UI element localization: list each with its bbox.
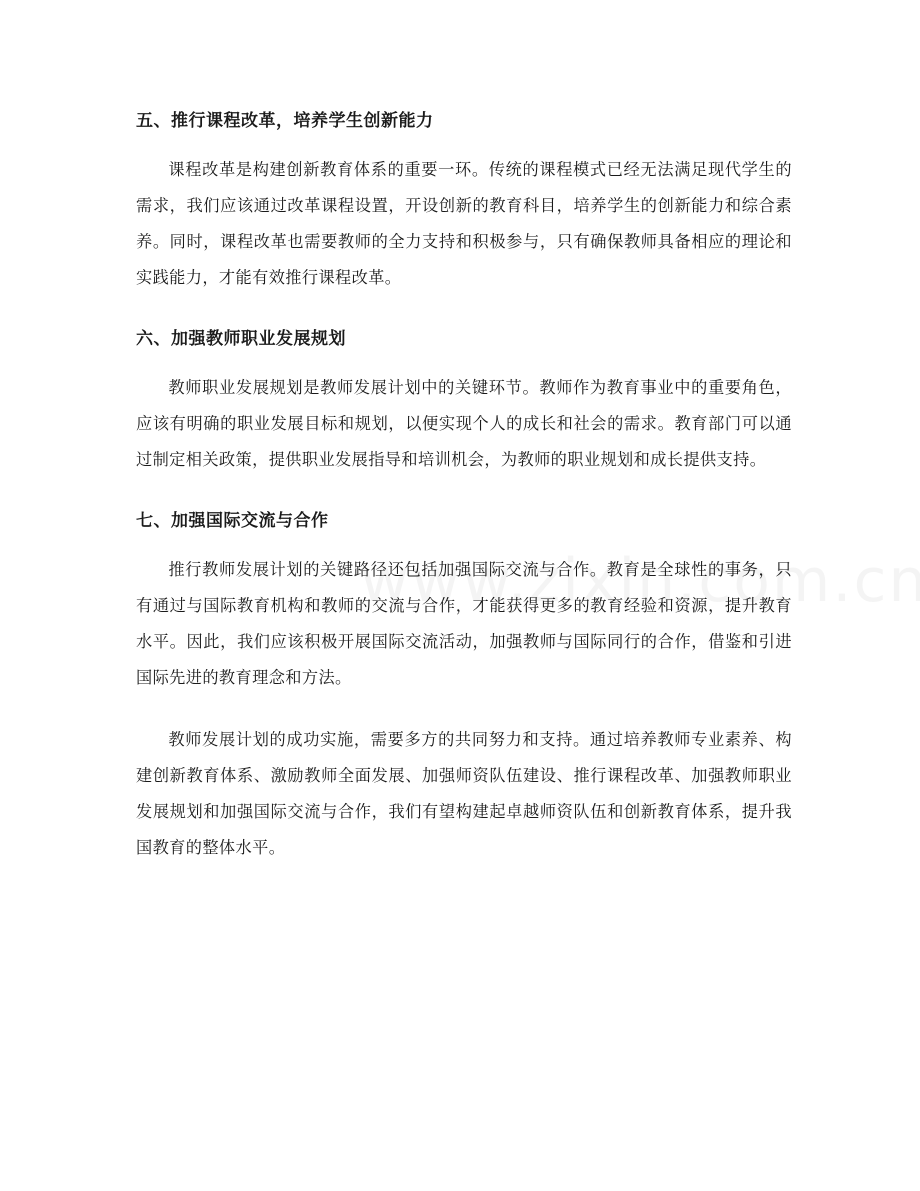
section-paragraph: 教师职业发展规划是教师发展计划中的关键环节。教师作为教育事业中的重要角色，应该有明确的职业发展目标和规划，以便实现个人的成长和社会的需求。教育部门可以通过制定相关政策，提供职业发展指导和培训机会，为教师的职业规划和成长提供支持。 bbox=[136, 378, 792, 469]
section-career-planning bbox=[136, 322, 792, 478]
section-paragraph: 推行教师发展计划的关键路径还包括加强国际交流与合作。教育是全球性的事务，只有通过与国际教育机构和教师的交流与合作，才能获得更多的教育经验和资源，提升教育水平。因此，我们应该积极开展国际交流活动，加强教师与国际同行的合作，借鉴和引进国际先进的教育理念和方法。 bbox=[136, 560, 792, 687]
section-heading: 七、加强国际交流与合作 bbox=[136, 511, 329, 531]
section-international-exchange bbox=[136, 504, 792, 696]
section-curriculum-reform bbox=[136, 104, 792, 296]
section-paragraph: 课程改革是构建创新教育体系的重要一环。传统的课程模式已经无法满足现代学生的需求，我们应该通过改革课程设置，开设创新的教育科目，培养学生的创新能力和综合素养。同时，课程改革也需要教师的全力支持和积极参与，只有确保教师具备相应的理论和实践能力，才能有效推行课程改革。 bbox=[136, 160, 792, 287]
conclusion-paragraph: 教师发展计划的成功实施，需要多方的共同努力和支持。通过培养教师专业素养、构建创新教育体系、激励教师全面发展、加强师资队伍建设、推行课程改革、加强教师职业发展规划和加强国际交流与合作，我们有望构建起卓越师资队伍和创新教育体系，提升我国教育的整体水平。 bbox=[136, 730, 792, 857]
section-heading: 六、加强教师职业发展规划 bbox=[136, 329, 346, 349]
section-heading: 五、推行课程改革，培养学生创新能力 bbox=[136, 111, 434, 131]
